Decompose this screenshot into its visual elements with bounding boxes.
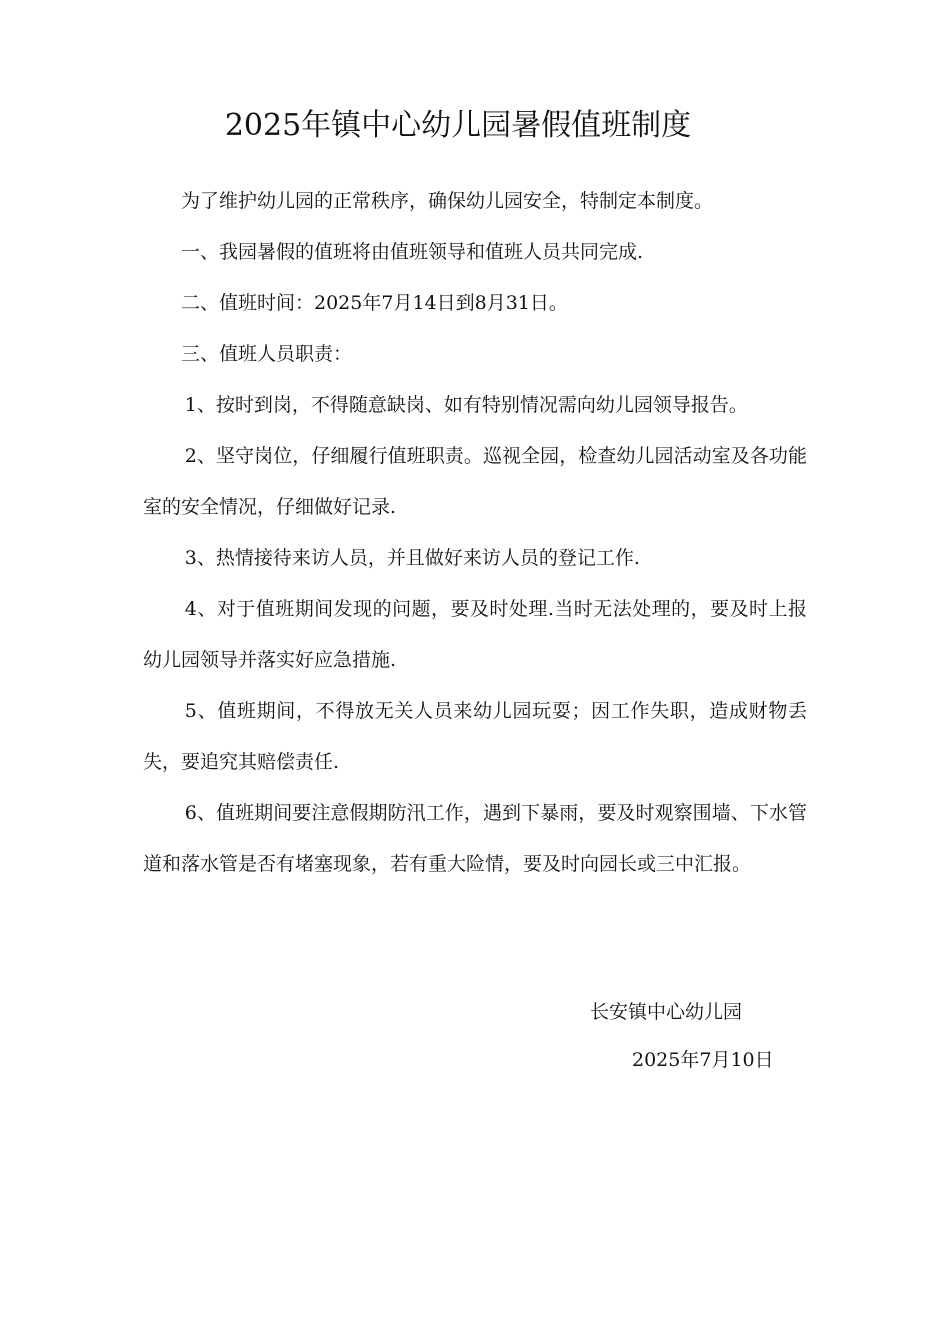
signature-organization: 长安镇中心幼儿园 (590, 1001, 743, 1023)
section-three-heading: 三、值班人员职责： (181, 343, 353, 365)
duty-item-1: 1、按时到岗，不得随意缺岗、如有特别情况需向幼儿园领导报告。 (184, 394, 748, 416)
document-title: 2025年镇中心幼儿园暑假值班制度 (224, 108, 692, 143)
duty-item-6: 6、值班期间要注意假期防汛工作，遇到下暴雨，要及时观察围墙、下水管道和落水管是否有堵塞现象，若有重大险情，要及时向园长或三中汇报。 (143, 802, 807, 875)
duty-item-5: 5、值班期间，不得放无关人员来幼儿园玩耍；因工作失职，造成财物丢失，要追究其赔偿责任. (143, 700, 807, 773)
duty-item-3: 3、热情接待来访人员，并且做好来访人员的登记工作. (184, 547, 640, 569)
signature-date: 2025年7月10日 (632, 1049, 774, 1071)
section-one-paragraph: 一、我园暑假的值班将由值班领导和值班人员共同完成. (181, 241, 644, 263)
document-body (143, 176, 807, 890)
duty-item-2: 2、坚守岗位，仔细履行值班职责。巡视全园，检查幼儿园活动室及各功能室的安全情况，仔细做好记录. (143, 445, 807, 518)
section-two-paragraph: 二、值班时间：2025年7月14日到8月31日。 (181, 292, 568, 314)
duty-item-4: 4、对于值班期间发现的问题，要及时处理.当时无法处理的，要及时上报幼儿园领导并落实好应急措施. (143, 598, 807, 671)
intro-paragraph: 为了维护幼儿园的正常秩序，确保幼儿园安全，特制定本制度。 (181, 190, 714, 212)
